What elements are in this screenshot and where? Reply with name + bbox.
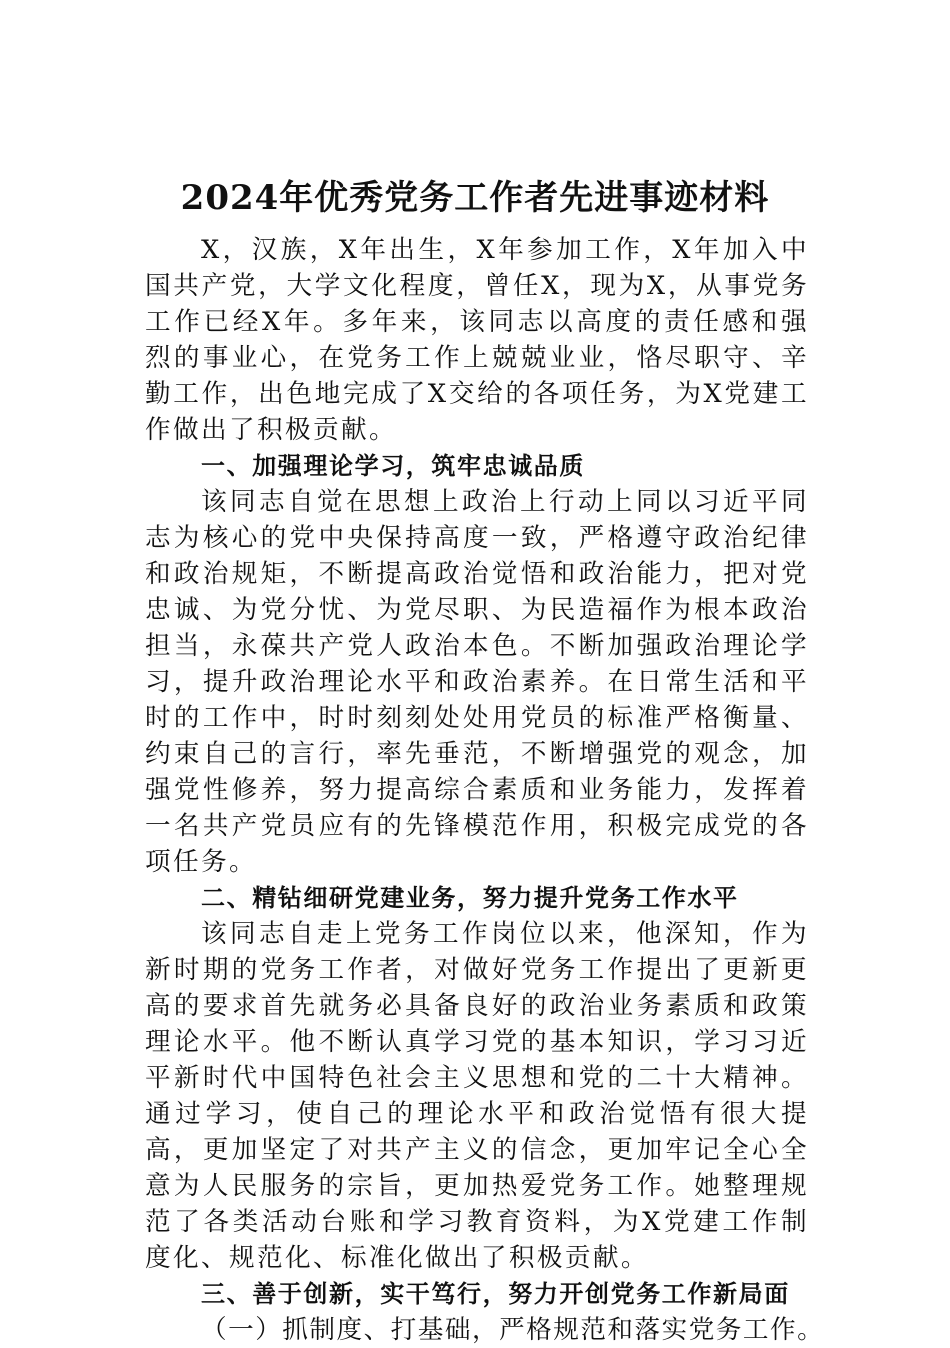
document-body [145, 232, 825, 1348]
section-1-heading: 一、加强理论学习，筑牢忠诚品质 [201, 452, 585, 480]
intro-paragraph: X，汉族，X年出生，X年参加工作，X年加入中国共产党，大学文化程度，曾任X，现为X，从事党务工作已经X年。多年来，该同志以高度的责任感和强烈的事业心，在党务工作上兢兢业业，恪尽职守、辛勤工作，出色地完成了X交给的各项任务，为X党建工作做出了积极贡献。 [145, 235, 809, 445]
section-2-paragraph: 该同志自走上党务工作岗位以来，他深知，作为新时期的党务工作者，对做好党务工作提出了更新更高的要求首先就务必具备良好的政治业务素质和政策理论水平。他不断认真学习党的基本知识，学习习近平新时代中国特色社会主义思想和党的二十大精神。通过学习，使自己的理论水平和政治觉悟有很大提高，更加坚定了对共产主义的信念，更加牢记全心全意为人民服务的宗旨，更加热爱党务工作。她整理规范了各类活动台账和学习教育资料，为X党建工作制度化、规范化、标准化做出了积极贡献。 [145, 919, 809, 1273]
section-1-paragraph: 该同志自觉在思想上政治上行动上同以习近平同志为核心的党中央保持高度一致，严格遵守政治纪律和政治规矩，不断提高政治觉悟和政治能力，把对党忠诚、为党分忧、为党尽职、为民造福作为根本政治担当，永葆共产党人政治本色。不断加强政治理论学习，提升政治理论水平和政治素养。在日常生活和平时的工作中，时时刻刻处处用党员的标准严格衡量、约束自己的言行，率先垂范，不断增强党的观念，加强党性修养，努力提高综合素质和业务能力，发挥着一名共产党员应有的先锋模范作用，积极完成党的各项任务。 [145, 487, 809, 877]
section-2-heading: 二、精钻细研党建业务，努力提升党务工作水平 [201, 884, 739, 912]
section-3-subheading: （一）抓制度、打基础，严格规范和落实党务工作。 [201, 1315, 825, 1345]
section-3-heading: 三、善于创新，实干笃行，努力开创党务工作新局面 [201, 1280, 790, 1308]
document-title: 2024年优秀党务工作者先进事迹材料 [180, 178, 770, 218]
